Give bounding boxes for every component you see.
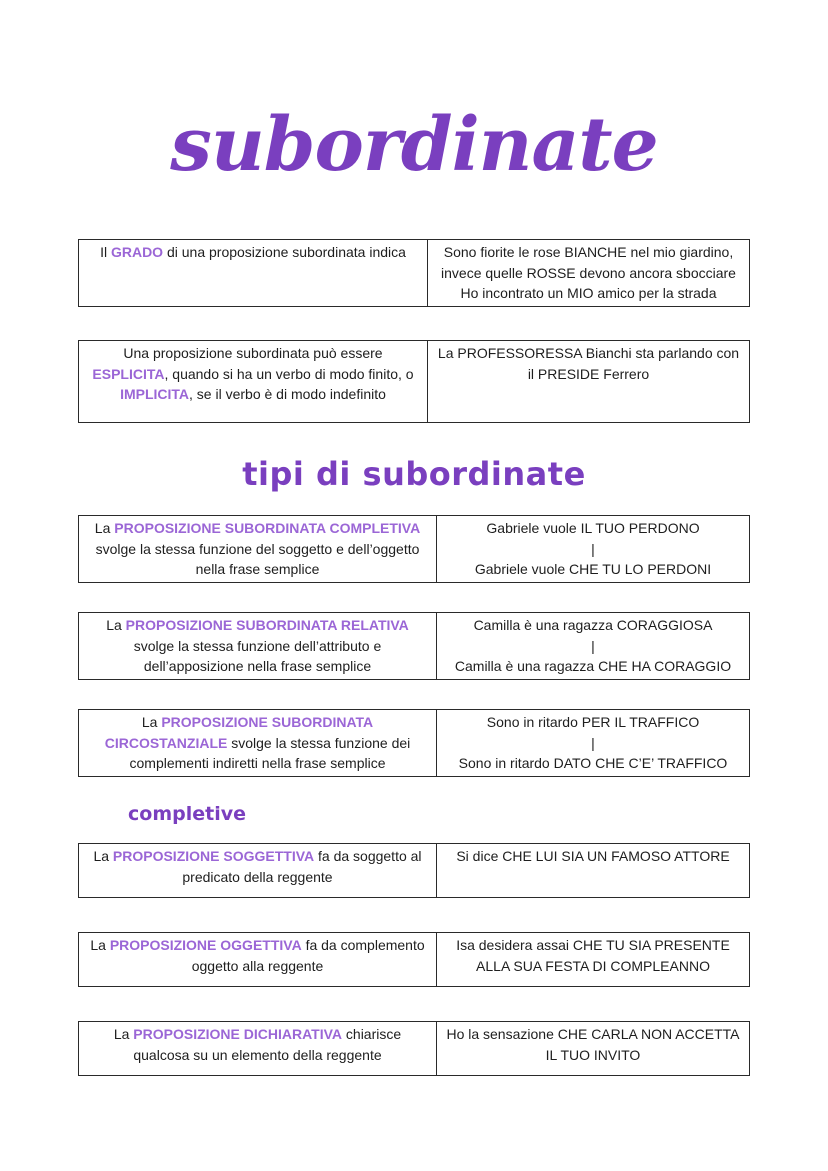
definition-cell — [79, 933, 437, 987]
example-cell — [437, 613, 750, 680]
definition-text: , se il verbo è di modo indefinito — [189, 386, 386, 402]
highlight-term: PROPOSIZIONE DICHIARATIVA — [133, 1026, 343, 1042]
separator-bar: | — [591, 734, 595, 751]
definition-text: La — [141, 714, 162, 730]
highlight-term: ESPLICITA — [92, 365, 165, 382]
example-cell — [437, 710, 750, 777]
definition-text: svolge la stessa funzione dei complementi indiretti nella frase semplice — [129, 734, 411, 771]
definition-cell — [79, 710, 437, 777]
example-sentence: Camilla è una ragazza CORAGGIOSA — [473, 617, 713, 633]
definition-table-oggettiva — [78, 932, 750, 987]
highlight-term: PROPOSIZIONE SUBORDINATA COMPLETIVA — [114, 520, 421, 536]
definition-table-relativa — [78, 612, 750, 680]
definition-text: , quando si ha un verbo di modo finito, o — [164, 365, 414, 382]
example-sentence: Gabriele vuole IL TUO PERDONO — [486, 520, 700, 536]
definition-cell — [79, 240, 428, 307]
highlight-term: PROPOSIZIONE OGGETTIVA — [109, 937, 302, 953]
separator-bar: | — [591, 637, 595, 654]
highlight-term: PROPOSIZIONE SUBORDINATA RELATIVA — [125, 617, 409, 633]
definition-table-circostanziale — [78, 709, 750, 777]
definition-text: La — [106, 617, 126, 633]
definition-cell — [79, 341, 428, 423]
definition-text: svolge la stessa funzione del soggetto e dell’oggetto nella frase semplice — [95, 540, 420, 577]
example-cell — [437, 1022, 750, 1076]
definition-table-completiva — [78, 515, 750, 583]
definition-text: Il — [100, 244, 111, 260]
definition-cell — [79, 1022, 437, 1076]
highlight-term: IMPLICITA — [120, 386, 190, 402]
definition-text: La — [93, 848, 113, 864]
definition-text: La — [90, 937, 110, 953]
definition-table-soggettiva — [78, 843, 750, 898]
definition-text: chiarisce qualcosa su un elemento della reggente — [133, 1026, 402, 1063]
example-cell — [428, 341, 750, 423]
definition-table-esplicita-implicita — [78, 340, 750, 423]
section-heading: tipi di subordinate — [242, 455, 586, 493]
definition-text: svolge la stessa funzione dell’attributo e dell’apposizione nella frase semplice — [133, 637, 382, 674]
example-sentence: Sono fiorite le rose BIANCHE nel mio giardino, invece quelle ROSSE devono ancora sbocciare Ho incontrato un MIO amico per la strada — [441, 244, 736, 301]
example-cell — [428, 240, 750, 307]
example-sentence: Isa desidera assai CHE TU SIA PRESENTE ALLA SUA FESTA DI COMPLEANNO — [456, 937, 730, 974]
separator-bar: | — [591, 540, 595, 557]
definition-text: La — [113, 1026, 134, 1042]
example-sentence: Sono in ritardo PER IL TRAFFICO — [486, 714, 700, 730]
example-cell — [437, 844, 750, 898]
subsection-heading: completive — [128, 803, 246, 825]
example-sentence: La PROFESSORESSA Bianchi sta parlando con il PRESIDE Ferrero — [437, 345, 740, 382]
definition-text: Una proposizione subordinata può essere — [123, 345, 383, 361]
definition-text: La — [94, 520, 115, 536]
example-sentence: Gabriele vuole CHE TU LO PERDONI — [474, 561, 712, 577]
example-cell — [437, 933, 750, 987]
definition-text: fa da complemento oggetto alla reggente — [191, 937, 425, 974]
definition-table-dichiarativa — [78, 1021, 750, 1076]
definition-text: fa da soggetto al predicato della reggente — [182, 848, 422, 885]
definition-table-grado — [78, 239, 750, 307]
definition-cell — [79, 516, 437, 583]
definition-cell — [79, 844, 437, 898]
example-sentence: Sono in ritardo DATO CHE C’E’ TRAFFICO — [458, 755, 728, 771]
highlight-term: PROPOSIZIONE SUBORDINATA CIRCOSTANZIALE — [104, 714, 374, 751]
definition-cell — [79, 613, 437, 680]
highlight-term: PROPOSIZIONE SOGGETTIVA — [112, 848, 315, 864]
example-sentence: Si dice CHE LUI SIA UN FAMOSO ATTORE — [456, 848, 730, 864]
example-sentence: Ho la sensazione CHE CARLA NON ACCETTA IL TUO INVITO — [446, 1026, 740, 1063]
example-sentence: Camilla è una ragazza CHE HA CORAGGIO — [454, 658, 732, 674]
page-title: subordinate — [170, 102, 658, 188]
example-cell — [437, 516, 750, 583]
definition-text: di una proposizione subordinata indica — [163, 244, 406, 260]
highlight-term: GRADO — [110, 244, 164, 260]
